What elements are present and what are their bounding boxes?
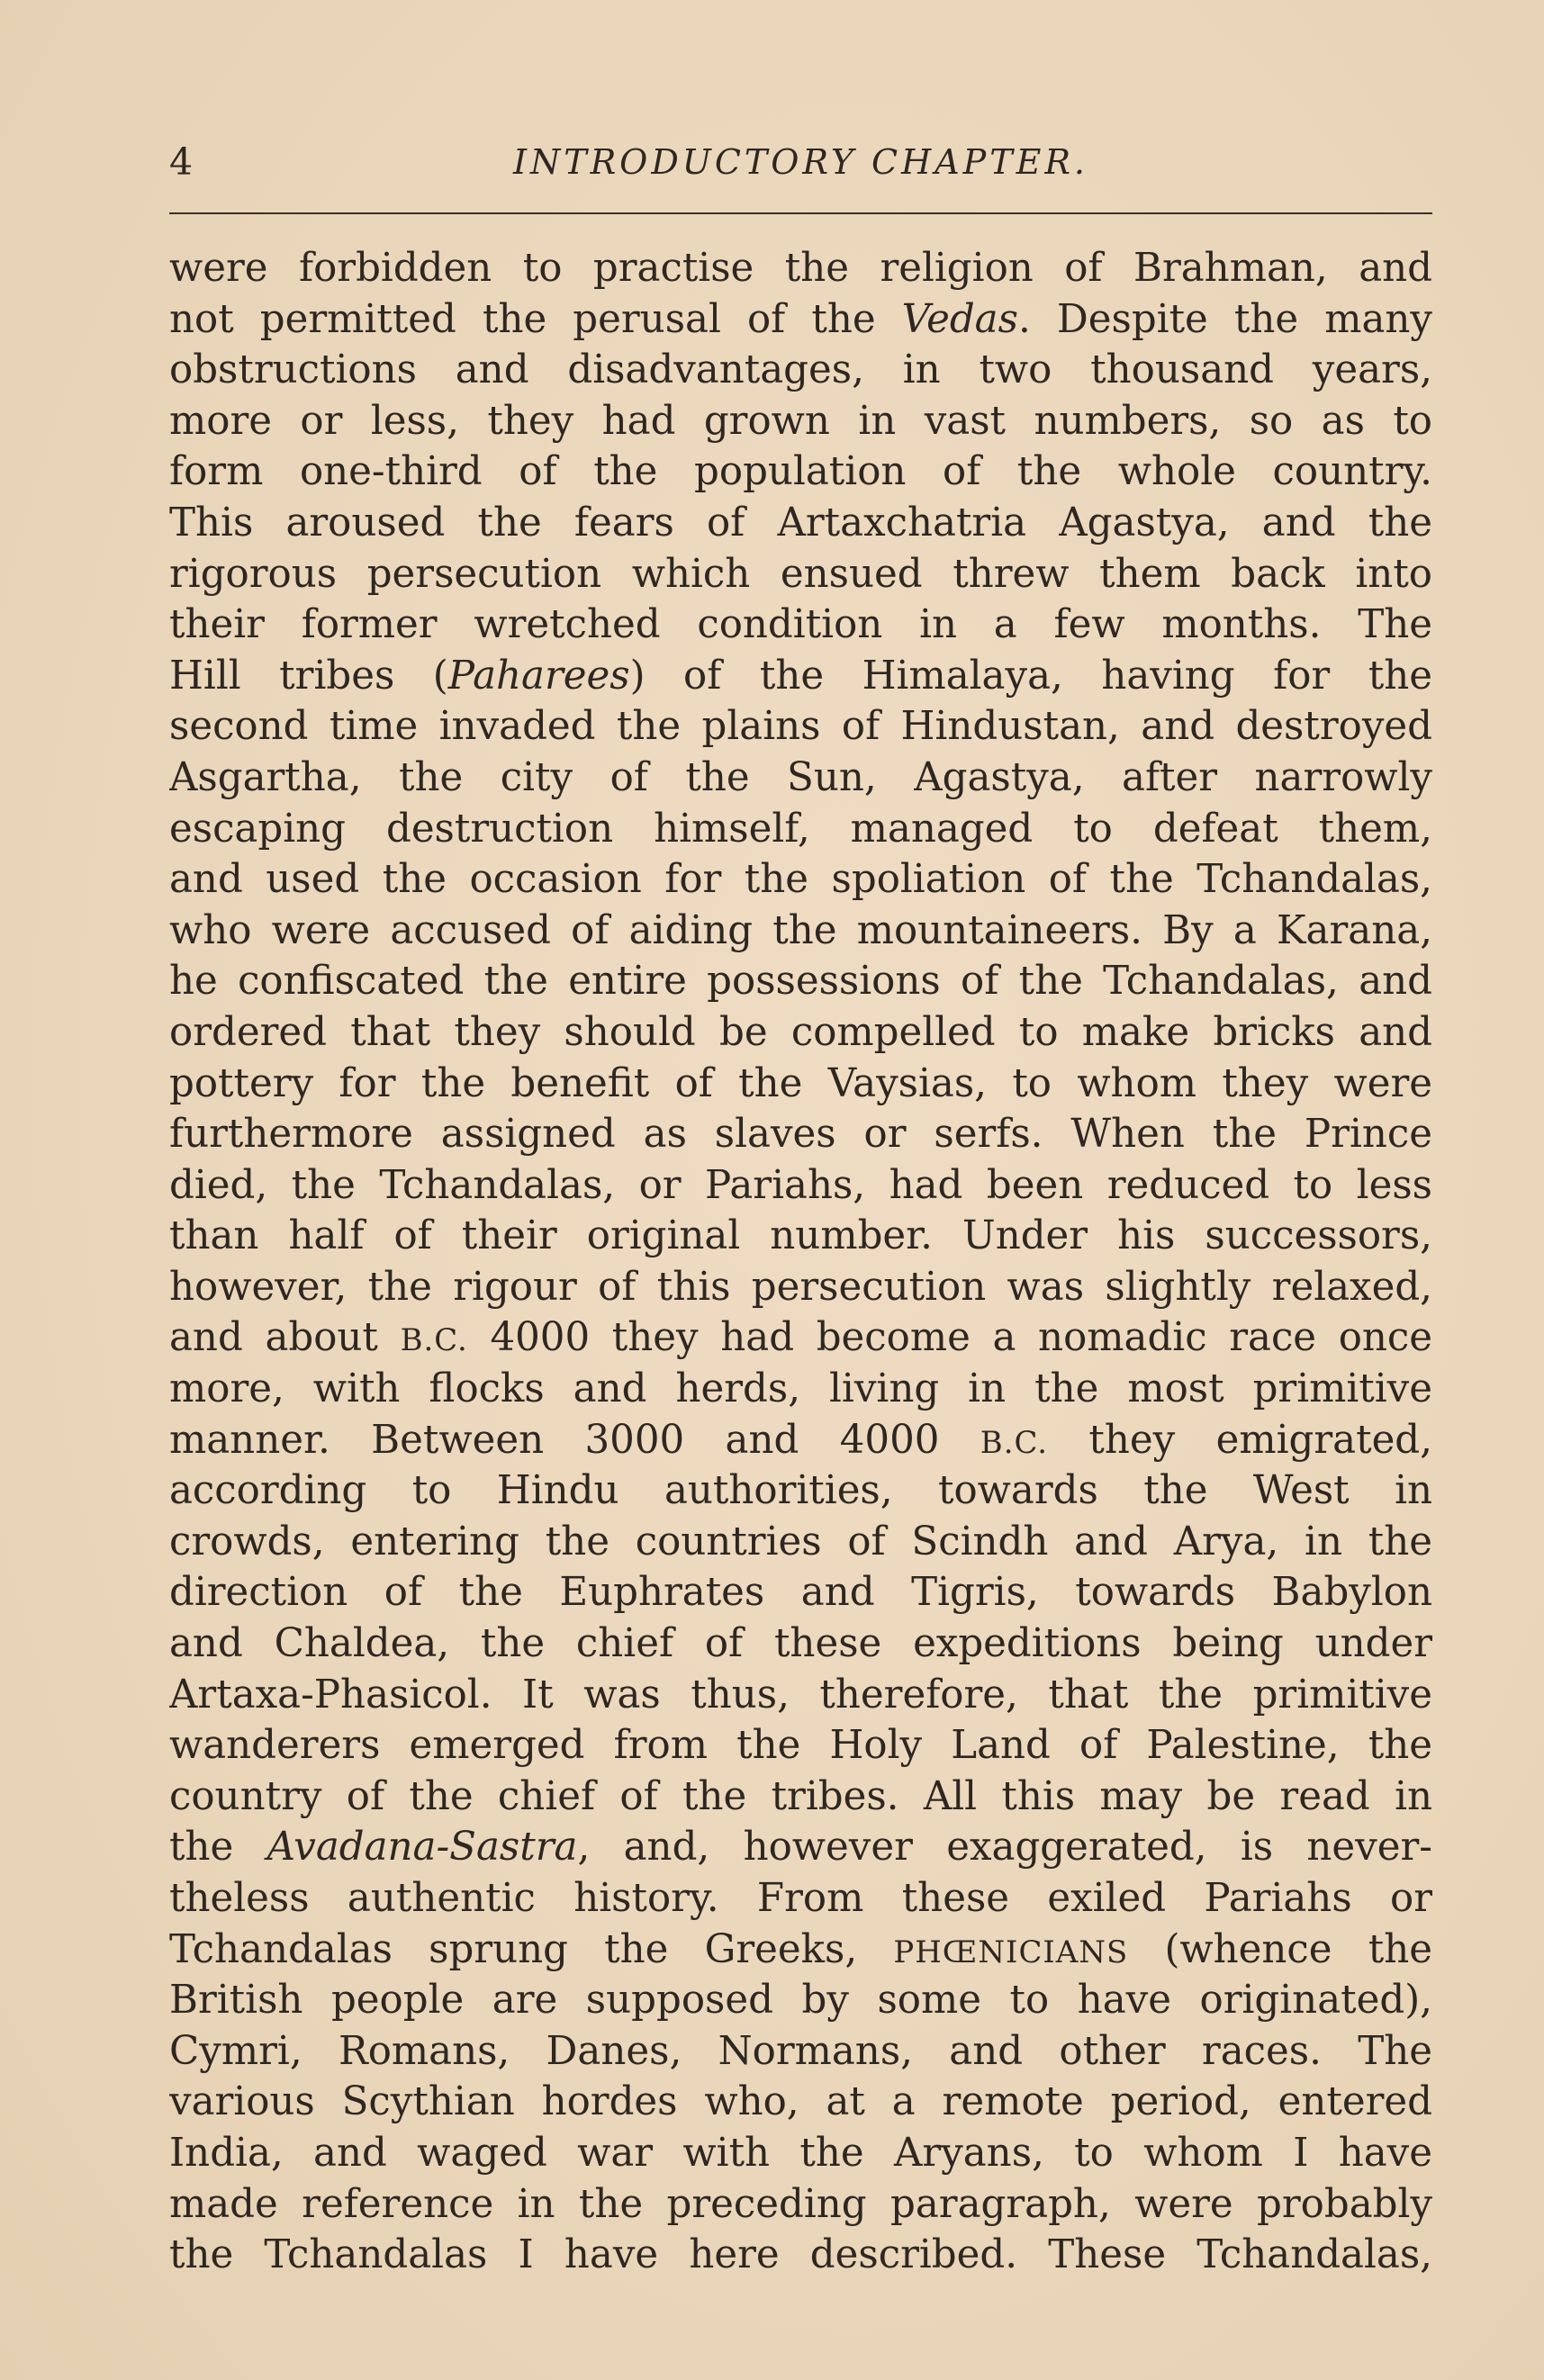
text-line: and about B.C. 4000 they had become a nomadic race once [169,1315,1432,1361]
text-line: Artaxa-Phasicol. It was thus, therefore, that the primitive [169,1672,1432,1717]
text-line: India, and waged war with the Aryans, to whom I have [169,2130,1432,2176]
text-line: not permitted the perusal of the Vedas. Despite the many [169,296,1432,342]
running-title: INTRODUCTORY CHAPTER. [512,142,1089,182]
text-line: their former wretched condition in a few months. The [169,602,1432,648]
text-line: direction of the Euphrates and Tigris, towards Babylon [169,1570,1432,1616]
text-line: than half of their original number. Under his successors, [169,1213,1432,1259]
text-line: various Scythian hordes who, at a remote period, entered [169,2079,1432,2125]
text-line: and Chaldea, the chief of these expeditions being under [169,1621,1432,1667]
text-line: form one-third of the population of the whole country. [169,449,1432,495]
header-rule [169,212,1432,214]
text-line: and used the occasion for the spoliation of the Tchandalas, [169,857,1432,903]
text-line: This aroused the fears of Artaxchatria Agastya, and the [169,500,1432,545]
text-line: Cymri, Romans, Danes, Normans, and other races. The [169,2028,1432,2074]
text-line: the Avadana-Sastra, and, however exaggerated, is never- [169,1825,1432,1871]
italic-term: Vedas [901,296,1018,342]
text-line: rigorous persecution which ensued threw them back into [169,551,1432,597]
text-line: were forbidden to practise the religion of Brahman, and [169,246,1432,291]
text-line: more, with flocks and herds, living in the most primitive [169,1366,1432,1412]
text-line: made reference in the preceding paragraph, were probably [169,2181,1432,2227]
text-line: the Tchandalas I have here described. These Tchandalas, [169,2232,1432,2278]
text-line: Asgartha, the city of the Sun, Agastya, after narrowly [169,754,1432,800]
text-line: ordered that they should be compelled to make bricks and [169,1009,1432,1055]
text-line: escaping destruction himself, managed to defeat them, [169,806,1432,852]
text-line: furthermore assigned as slaves or serfs. When the Prince [169,1112,1432,1158]
small-caps-abbrev: B.C. [980,1425,1049,1461]
page-header [169,135,1432,189]
text-line: crowds, entering the countries of Scindh and Arya, in the [169,1519,1432,1564]
text-line: second time invaded the plains of Hindustan, and destroyed [169,704,1432,750]
italic-term: Paharees [447,653,630,699]
text-line: died, the Tchandalas, or Pariahs, had been reduced to less [169,1162,1432,1208]
text-line: country of the chief of the tribes. All this may be read in [169,1773,1432,1819]
text-line: Hill tribes (Paharees) of the Himalaya, having for the [169,653,1432,699]
text-line: wanderers emerged from the Holy Land of Palestine, the [169,1723,1432,1769]
small-caps-abbrev: B.C. [400,1323,468,1359]
text-line: more or less, they had grown in vast numbers, so as to [169,398,1432,444]
text-line: pottery for the benefit of the Vaysias, to whom they were [169,1060,1432,1106]
text-line: British people are supposed by some to have originated), [169,1978,1432,2024]
page-number: 4 [169,140,194,184]
text-line: obstructions and disadvantages, in two thousand years, [169,347,1432,393]
italic-term: Avadana-Sastra [266,1825,578,1871]
text-line: Tchandalas sprung the Greeks, PHŒNICIANS (whence the [169,1926,1432,1972]
text-line: who were accused of aiding the mountaineers. By a Karana, [169,907,1432,953]
small-caps-term: PHŒNICIANS [893,1934,1129,1970]
text-line: he confiscated the entire possessions of the Tchandalas, and [169,959,1432,1005]
text-line: however, the rigour of this persecution was slightly relaxed, [169,1264,1432,1310]
text-line: according to Hindu authorities, towards the West in [169,1468,1432,1514]
text-line: manner. Between 3000 and 4000 B.C. they emigrated, [169,1417,1432,1463]
body-text [169,243,1432,2281]
text-line: theless authentic history. From these exiled Pariahs or [169,1876,1432,1921]
